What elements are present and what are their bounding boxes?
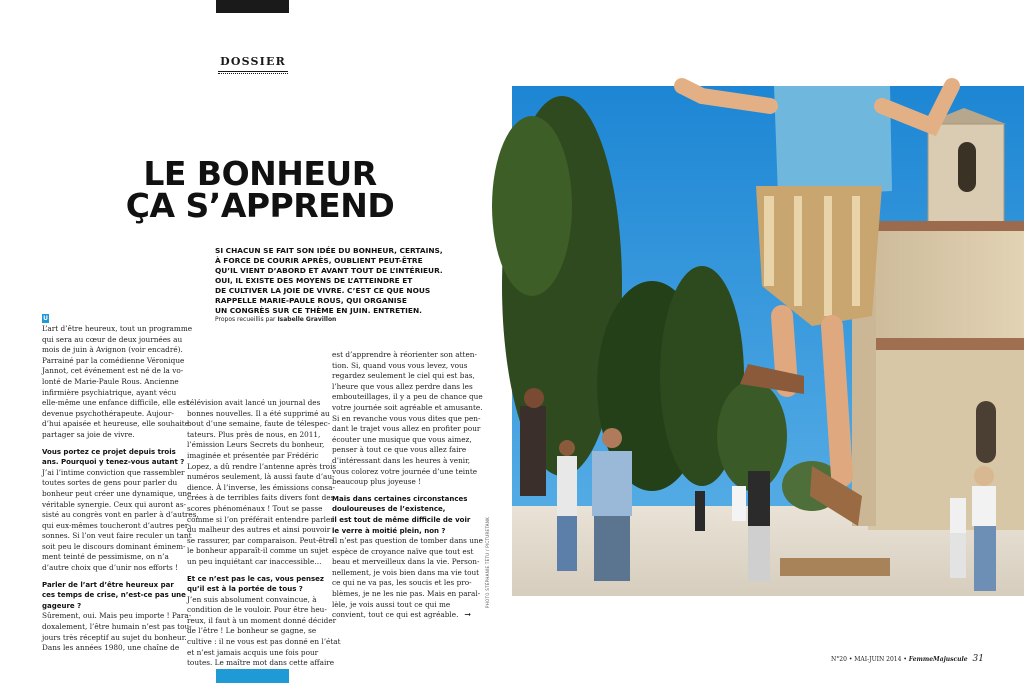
byline-author: Isabelle Gravillon [277, 316, 337, 323]
interview-question: il est tout de même difficile de voir [332, 515, 471, 524]
body-line: imaginée et présentée par Frédéric [187, 450, 319, 460]
body-line: scores phénoménaux ! Tout se passe [187, 503, 323, 513]
interview-question: qu’il est à la portée de tous ? [187, 585, 303, 594]
body-line: soit peu le discours dominant éminem- [42, 541, 186, 551]
body-line: elle-même une enfance difficile, elle est [42, 398, 189, 408]
standfirst-line: DE CULTIVER LA JOIE DE VIVRE. C’EST CE QUE NOUS [215, 286, 431, 295]
page-number: 31 [972, 654, 984, 664]
photo-credit-text: PHOTO STÉPHANIE TÉTU / PICTURETANK [485, 516, 490, 608]
headline [110, 154, 410, 225]
body-line: J’ai l’intime conviction que rassembler [42, 467, 185, 477]
body-line: bonnes nouvelles. Il a été supprimé au [187, 408, 330, 418]
body-line: toutes. Le maître mot dans cette affaire [187, 658, 335, 668]
body-line: lonté de Marie-Paule Rous. Ancienne [42, 376, 179, 386]
body-line: écouter une musique que vous aimez, [332, 434, 472, 444]
body-line: télévision avait lancé un journal des [187, 398, 321, 407]
body-line: mois de juin à Avignon (voir encadré). [42, 345, 183, 355]
wooden-table [780, 558, 890, 576]
body-line: ment teinté de pessimisme, on n’a [42, 552, 169, 562]
interview-question: gageure ? [42, 601, 82, 610]
body-line: devenue psychothérapeute. Aujour- [42, 408, 174, 418]
interview-question: Parler de l’art d’être heureux par [42, 580, 174, 589]
interview-question: ces temps de crise, n’est-ce pas une [42, 591, 186, 600]
body-line: infirmière psychiatrique, ayant vécu [42, 387, 177, 397]
folio-issue: N°20 • MAI-JUIN 2014 • [831, 656, 907, 663]
body-line: le bonheur apparaît-il comme un sujet [187, 546, 329, 556]
bottom-color-bar [216, 669, 289, 683]
body-line: se rassurer, par comparaison. Peut-être [187, 535, 334, 545]
body-line: condition de le vouloir. Pour être heu- [187, 605, 327, 615]
interview-question: ans. Pourquoi y tenez-vous autant ? [42, 458, 185, 467]
body-line: votre journée soit agréable et amusante. [332, 402, 483, 412]
body-line: comme si l’on préférait entendre parler [187, 514, 334, 524]
body-line: Lopez, a dû rendre l’antenne après trois [187, 461, 337, 471]
standfirst-line: OUI, IL EXISTE DES MOYENS DE L’ATTEINDRE ET [215, 276, 413, 285]
section-rule-dotted [218, 73, 288, 74]
body-line: dience. À l’inverse, les émissions consa- [187, 482, 335, 492]
body-line: un peu inquiétant car inaccessible… [187, 556, 322, 566]
body-line: J’en suis absolument convaincue, à [187, 594, 317, 604]
body-line: ce qui ne va pas, les soucis et les pro- [332, 578, 472, 588]
body-line: tateurs. Plus près de nous, en 2011, [187, 429, 321, 439]
article-column-2 [187, 398, 341, 669]
folio-magazine: FemmeMajuscule [908, 656, 968, 663]
body-line: regardez seulement le ciel qui est bas, [332, 371, 475, 381]
body-line: tion. Si, quand vous vous levez, vous [332, 360, 468, 370]
body-line: Dans les années 1980, une chaîne de [42, 643, 180, 653]
body-line: beaucoup plus joyeuse ! [332, 477, 422, 487]
body-line: du malheur des autres et ainsi pouvoir [187, 525, 331, 535]
standfirst-line: UN CONGRÈS SUR CE THÈME EN JUIN. ENTRETIEN. [215, 306, 422, 315]
continue-arrow-icon: ➞ [464, 610, 472, 620]
body-line: d’hui apaisée et heureuse, elle souhaite [42, 419, 190, 429]
body-line: vous colorez votre journée d’une teinte [332, 466, 478, 476]
interview-question: douloureuses de l’existence, [332, 505, 446, 514]
body-line: Parrainé par la comédienne Véronique [42, 355, 185, 365]
page-folio [831, 654, 984, 664]
body-line: jours très réceptif au sujet du bonheur. [42, 632, 187, 642]
body-line: de l’être ! Le bonheur se gagne, se [187, 626, 317, 636]
body-line: doxalement, l’être humain n’est pas tou- [42, 622, 192, 632]
feature-photo [512, 86, 1024, 596]
interview-question: Et ce n’est pas le cas, vous pensez [187, 574, 324, 583]
body-line-last [332, 610, 472, 621]
body-line: et n’est jamais acquis une fois pour [187, 647, 319, 657]
top-color-bar [216, 0, 289, 13]
body-line: bout d’une semaine, faute de télespec- [187, 419, 331, 429]
body-line: blèmes, je ne les nie pas. Mais en paral- [332, 589, 481, 599]
body-line: l’heure que vous allez perdre dans les [332, 381, 473, 391]
standfirst-line: RAPPELLE MARIE-PAULE ROUS, QUI ORGANISE [215, 296, 407, 305]
body-line: qui sera au cœur de deux journées au [42, 334, 183, 344]
byline [215, 316, 336, 323]
article-column-3 [332, 350, 483, 621]
body-line: d’intéressant dans les heures à venir, [332, 455, 471, 465]
body-line: nellement, je vois bien dans ma vie tout [332, 567, 480, 577]
standfirst-line: À FORCE DE COURIR APRÈS, OUBLIENT PEUT-ÊTRE [215, 256, 423, 265]
body-line: beau et merveilleux dans la vie. Person- [332, 557, 480, 567]
body-line: espèce de croyance naïve que tout est [332, 546, 474, 556]
body-line: embouteillages, il y a peu de chance que [332, 392, 483, 402]
body-line: Sûrement, oui. Mais peu importe ! Para- [42, 611, 192, 621]
interview-question: le verre à moitié plein, non ? [332, 526, 446, 535]
dropcap: U [43, 315, 48, 322]
body-line: sisté au congrès vont en parler à d’autres, [42, 510, 199, 520]
standfirst-line: QU’IL VIENT D’ABORD ET AVANT TOUT DE L’INTÉRIEUR. [215, 266, 443, 275]
body-line: d’autre choix que d’unir nos efforts ! [42, 563, 179, 573]
interview-question: Vous portez ce projet depuis trois [42, 447, 176, 456]
body-line: Si en revanche vous vous dites que pen- [332, 413, 481, 423]
body-line: crées à de terribles faits divers font des [187, 493, 335, 503]
body-line: numéros seulement, là aussi faute d’au- [187, 472, 335, 482]
headline-line-2: ÇA S’APPREND [125, 186, 395, 225]
body-line: penser à tout ce que vous allez faire [332, 445, 467, 455]
body-line: bonheur peut créer une dynamique, une [42, 488, 192, 498]
body-line-text: convient, tout ce qui est agréable. [332, 610, 459, 620]
body-line: qui eux-mêmes toucheront d’autres per- [42, 520, 191, 530]
body-line: sonnes. Si l’on veut faire reculer un tant [42, 531, 192, 541]
standfirst-line: SI CHACUN SE FAIT SON IDÉE DU BONHEUR, CERTAINS, [215, 246, 443, 255]
body-line: partager sa joie de vivre. [42, 429, 135, 439]
photo-credit [485, 516, 495, 610]
body-line: est d’apprendre à réorienter son atten- [332, 350, 477, 359]
body-line: reux, il faut à un moment donné décider [187, 615, 337, 625]
headline-line-1: LE BONHEUR [143, 154, 377, 193]
body-line: dant le trajet vous allez en profiter pour [332, 424, 481, 434]
body-line: Jannot, cet événement est né de la vo- [42, 366, 184, 376]
body-line: Il n’est pas question de tomber dans une [332, 536, 483, 546]
interview-question: Mais dans certaines circonstances [332, 494, 468, 503]
body-line: L’art d’être heureux, tout un programme [42, 324, 193, 333]
feature-photo-illustration [512, 86, 1024, 596]
body-line: cultive : il ne vous est pas donné en l’état [187, 637, 341, 647]
body-line: lèle, je vois aussi tout ce qui me [332, 599, 451, 609]
body-line: véritable synergie. Ceux qui auront as- [42, 499, 187, 509]
body-line: l’émission Leurs Secrets du bonheur, [187, 440, 325, 450]
byline-prefix: Propos recueillis par [215, 316, 276, 323]
body-line: toutes sortes de gens pour parler du [42, 478, 178, 488]
section-label: DOSSIER [220, 55, 286, 68]
section-rule [218, 71, 288, 72]
article-column-1 [42, 313, 199, 654]
standfirst [215, 246, 443, 316]
